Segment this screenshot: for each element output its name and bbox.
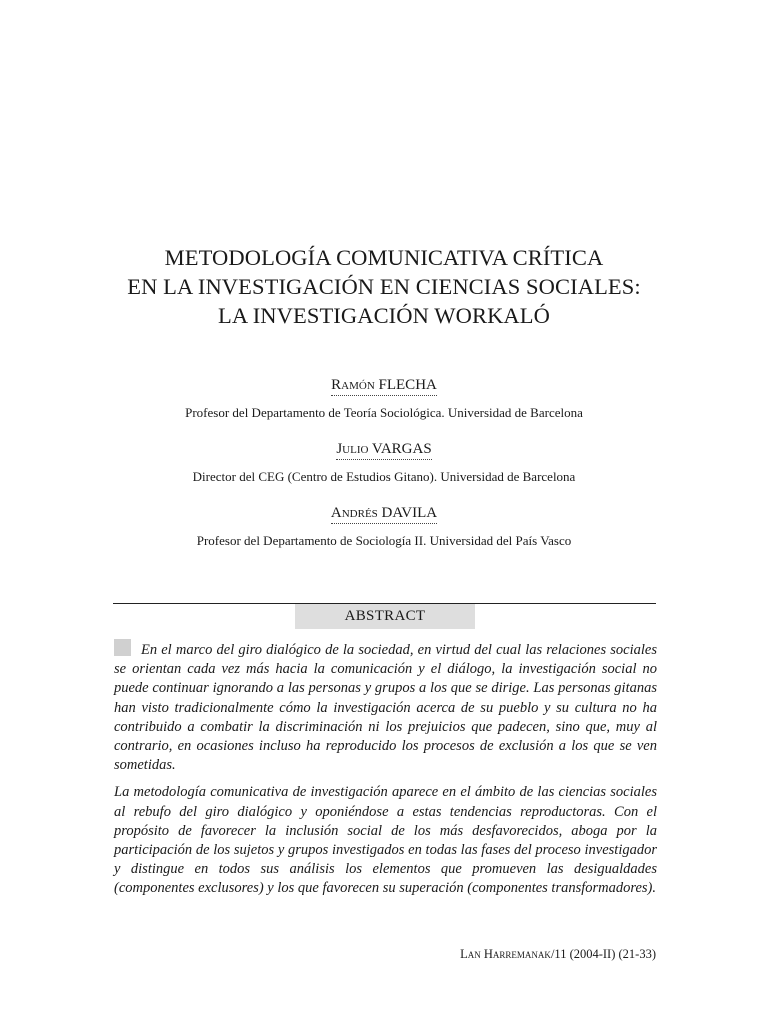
author-given-name: Ramón [331, 377, 375, 393]
abstract-paragraph-1-text: En el marco del giro dialógico de la sociedad, en virtud del cual las relaciones sociales se orientan cada vez más hacia la comunicación y el diálogo, la investigación social no puede continuar ignorando a las personas y grupos a los que se dirige. Las personas gitanas han visto tradicionalmente cómo la investigación acerca de su pueblo y su cultura no ha contribuido a combatir la discriminación ni los prejuicios que padecen, sino que, muy al contrario, en ocasiones incluso ha reproducido los procesos de exclusión a los que se ven sometidas. [114, 642, 657, 774]
author-surname: VARGAS [371, 441, 432, 457]
journal-citation: /11 (2004-II) (21-33) [550, 947, 656, 961]
abstract-paragraph-2: La metodología comunicativa de investigación aparece en el ámbito de las ciencias sociales al rebufo del giro dialógico y oponiéndose a estas tendencias reproductoras. Con el propósito de favorecer la inclusión social de los más desfavorecidos, aboga por la participación de los sujetos y grupos investigados en todas las fases del proceso investigador y distingue en todos sus análisis los elementos que promueven las desigualdades (componentes exclusores) y los que favorecen su superación (componentes transformadores). [114, 784, 657, 897]
abstract-heading: ABSTRACT [295, 604, 475, 629]
author-block-vargas [60, 440, 708, 485]
title-line-2: EN LA INVESTIGACIÓN EN CIENCIAS SOCIALES: [127, 274, 641, 299]
abstract-paragraph-1 [114, 639, 657, 775]
journal-name: Lan Harremanak [460, 947, 551, 961]
page-footer [400, 946, 656, 962]
author-affiliation: Director del CEG (Centro de Estudios Gitano). Universidad de Barcelona [192, 469, 576, 484]
author-given-name: Andrés [330, 505, 378, 521]
title-line-3: LA INVESTIGACIÓN WORKALÓ [218, 303, 550, 328]
title-line-1: METODOLOGÍA COMUNICATIVA CRÍTICA [164, 245, 604, 270]
author-affiliation: Profesor del Departamento de Teoría Sociológica. Universidad de Barcelona [185, 405, 583, 420]
abstract-text [114, 639, 657, 899]
author-name [336, 440, 431, 460]
author-affiliation: Profesor del Departamento de Sociología II. Universidad del País Vasco [196, 533, 572, 548]
author-name [331, 504, 437, 524]
author-block-flecha [60, 376, 708, 421]
author-name [331, 376, 437, 396]
author-block-davila [60, 504, 708, 549]
square-bullet-icon [114, 639, 131, 656]
article-title [60, 243, 708, 330]
author-surname: DAVILA [381, 505, 438, 521]
author-given-name: Julio [336, 441, 369, 457]
author-surname: FLECHA [378, 377, 437, 393]
